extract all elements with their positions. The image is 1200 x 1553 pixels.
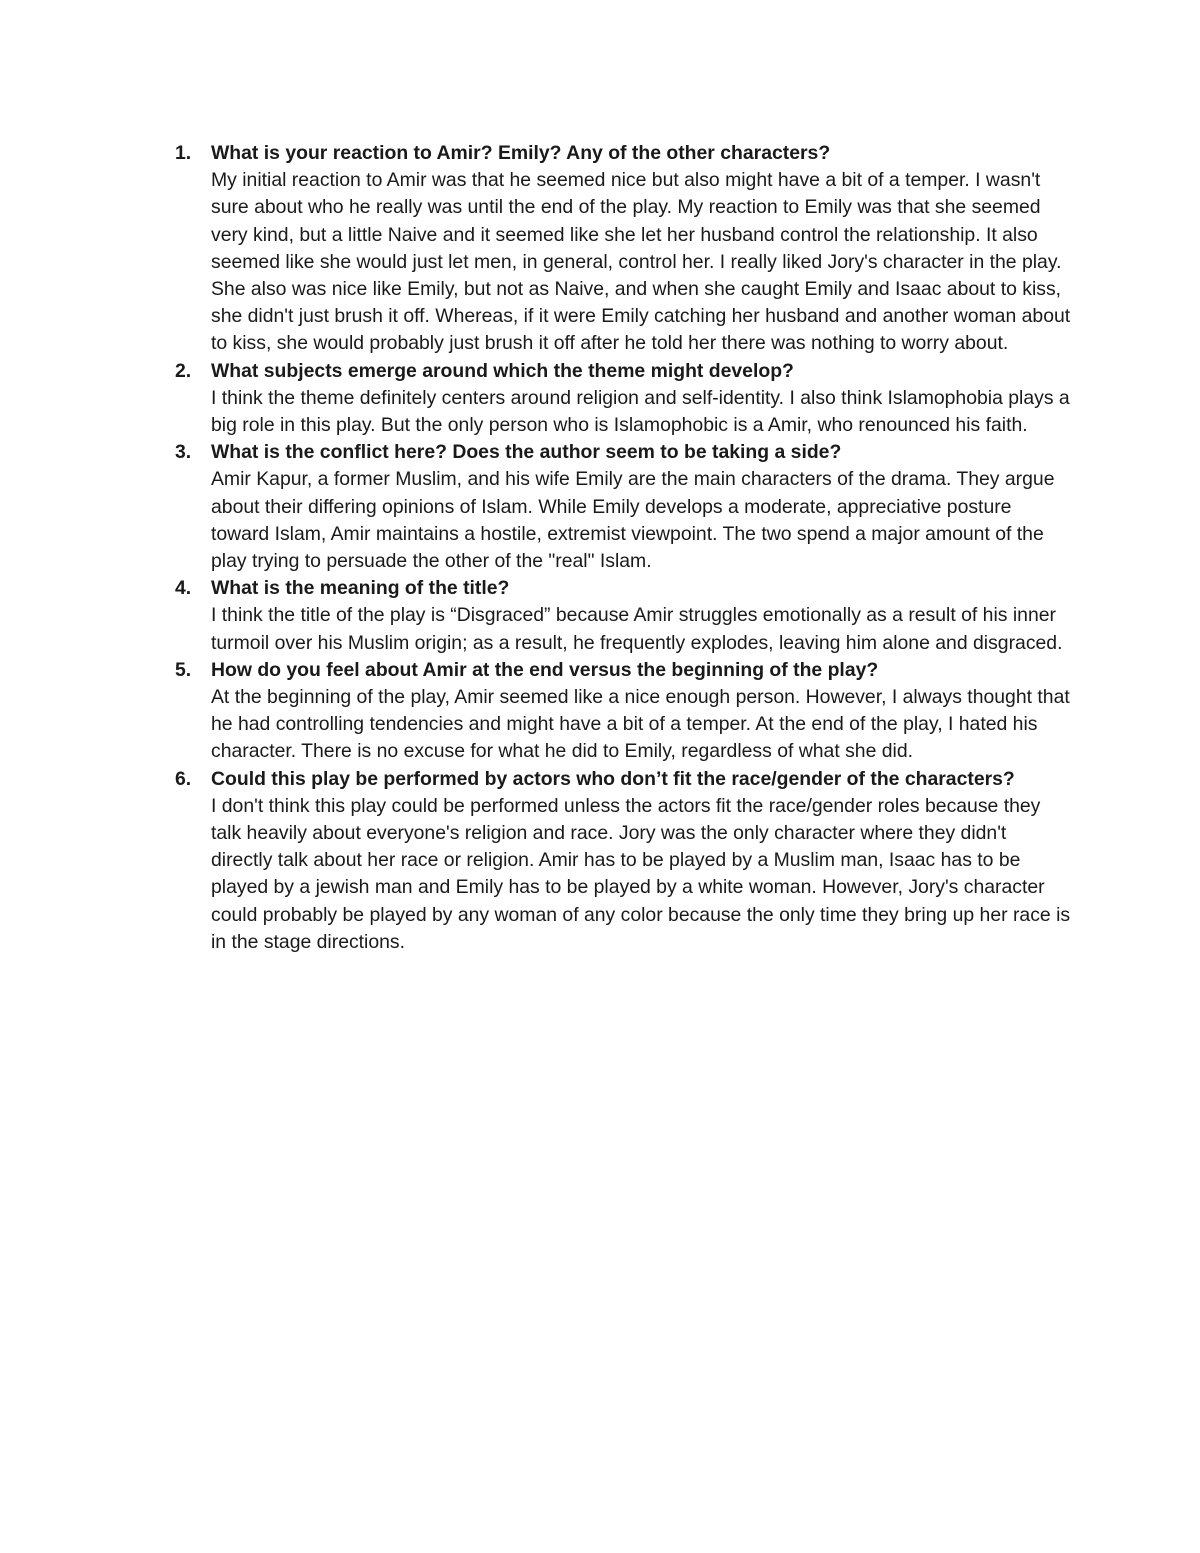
question-item-3 bbox=[171, 439, 1071, 575]
question-number: 3. bbox=[175, 441, 192, 464]
answer-text: Amir Kapur, a former Muslim, and his wife Emily are the main characters of the drama. They argue about their differing opinions of Islam. While Emily develops a moderate, appreciative posture toward Islam, Amir maintains a hostile, extremist viewpoint. The two spend a major amount of the play trying to persuade the other of the "real" Islam. bbox=[211, 468, 1055, 573]
answer-text: At the beginning of the play, Amir seemed like a nice enough person. However, I always thought that he had controlling tendencies and might have a bit of a temper. At the end of the play, I hated his character. There is no excuse for what he did to Emily, regardless of what she did. bbox=[211, 686, 1070, 763]
question-item-1 bbox=[171, 140, 1071, 358]
answer-text: I don't think this play could be performed unless the actors fit the race/gender roles because they talk heavily about everyone's religion and race. Jory was the only character where they didn't directly talk about her race or religion. Amir has to be played by a Muslim man, Isaac has to be played by a jewish man and Emily has to be played by a white woman. However, Jory's character could probably be played by any woman of any color because the only time they bring up her race is in the stage directions. bbox=[211, 794, 1071, 953]
question-text: What is your reaction to Amir? Emily? Any of the other characters? bbox=[211, 142, 831, 164]
question-item-5 bbox=[171, 657, 1071, 766]
question-number: 4. bbox=[175, 577, 192, 600]
question-item-2 bbox=[171, 358, 1071, 440]
question-item-6 bbox=[171, 766, 1071, 956]
question-text: What is the conflict here? Does the author seem to be taking a side? bbox=[211, 441, 842, 464]
question-number: 5. bbox=[175, 658, 192, 681]
question-text: How do you feel about Amir at the end versus the beginning of the play? bbox=[211, 658, 879, 681]
answer-text: I think the title of the play is “Disgraced” because Amir struggles emotionally as a result of his inner turmoil over his Muslim origin; as a result, he frequently explodes, leaving him alone and disgraced. bbox=[211, 604, 1063, 654]
question-number: 6. bbox=[175, 767, 192, 790]
answer-text: I think the theme definitely centers around religion and self-identity. I also think Islamophobia plays a big role in this play. But the only person who is Islamophobic is a Amir, who renounced his faith. bbox=[211, 386, 1070, 437]
question-number: 1. bbox=[175, 142, 192, 164]
question-item-4 bbox=[171, 575, 1071, 657]
question-list bbox=[171, 140, 1071, 956]
question-text: What subjects emerge around which the theme might develop? bbox=[211, 359, 794, 382]
question-text: Could this play be performed by actors who don’t fit the race/gender of the characters? bbox=[211, 767, 1015, 790]
question-number: 2. bbox=[175, 359, 192, 382]
answer-text: My initial reaction to Amir was that he seemed nice but also might have a bit of a temper. I wasn't sure about who he really was until the end of the play. My reaction to Emily was that she seemed very kind, but a little Naive and it seemed like she let her husband control the relationship. It also seemed like she would just let men, in general, control her. I really liked Jory's character in the play. She also was nice like Emily, but not as Naive, and when she caught Emily and Isaac about to kiss, she didn't just brush it off. Whereas, if it were Emily catching her husband and another woman about to kiss, she would probably just brush it off after he told her there was nothing to worry about. bbox=[211, 169, 1071, 355]
question-text: What is the meaning of the title? bbox=[211, 577, 510, 600]
